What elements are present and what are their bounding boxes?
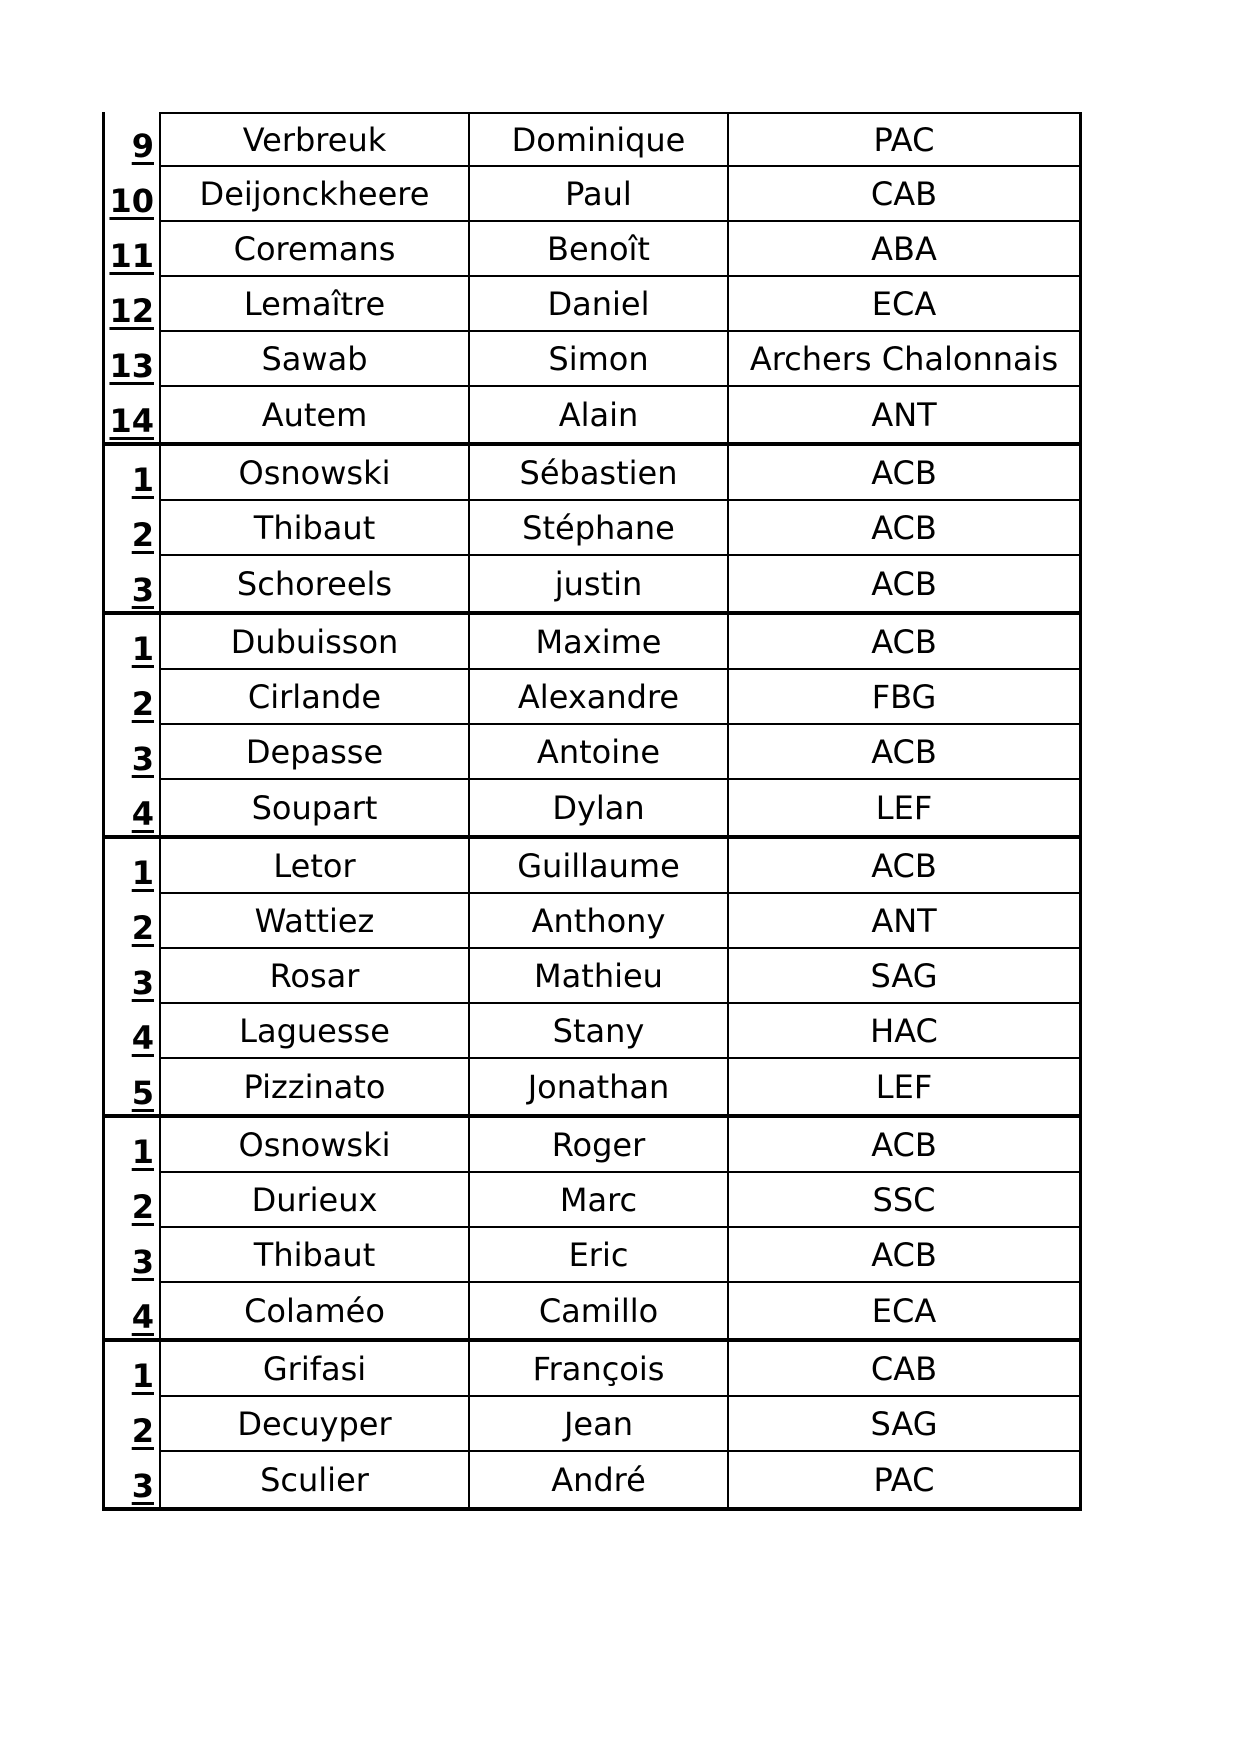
table-row [105,501,1082,556]
last-name-cell: Laguesse [159,1004,468,1059]
first-name-cell: Anthony [468,894,727,949]
rank-label: 2 [131,1412,154,1450]
rank-cell [105,1228,159,1283]
rank-cell [105,1397,159,1452]
table-group [105,839,1082,1118]
table-row [105,277,1082,332]
first-name-cell: Benoît [468,222,727,277]
first-name-cell: Stany [468,1004,727,1059]
club-cell: LEF [727,780,1082,835]
last-name-cell: Rosar [159,949,468,1004]
first-name-cell: Marc [468,1173,727,1228]
last-name-cell: Autem [159,387,468,442]
club-cell: SAG [727,949,1082,1004]
club-cell: ANT [727,894,1082,949]
club-cell: ACB [727,725,1082,780]
club-cell: CAB [727,167,1082,222]
club-cell: ANT [727,387,1082,442]
rank-label: 4 [131,795,154,833]
club-cell: SSC [727,1173,1082,1228]
table-row [105,556,1082,611]
club-cell: SAG [727,1397,1082,1452]
rank-label: 11 [109,237,154,275]
club-cell: LEF [727,1059,1082,1114]
first-name-cell: Eric [468,1228,727,1283]
table-row [105,615,1082,670]
first-name-cell: Simon [468,332,727,387]
club-cell: ACB [727,615,1082,670]
rank-cell [105,1173,159,1228]
table-row [105,780,1082,835]
rank-label: 5 [131,1074,154,1112]
club-cell: PAC [727,112,1082,167]
club-cell: ACB [727,1228,1082,1283]
first-name-cell: Mathieu [468,949,727,1004]
first-name-cell: Sébastien [468,446,727,501]
first-name-cell: Jonathan [468,1059,727,1114]
first-name-cell: Dylan [468,780,727,835]
last-name-cell: Colaméo [159,1283,468,1338]
rank-label: 2 [131,685,154,723]
rank-cell [105,1004,159,1059]
rank-cell [105,1118,159,1173]
first-name-cell: Daniel [468,277,727,332]
last-name-cell: Lemaître [159,277,468,332]
rank-cell [105,1283,159,1338]
rank-cell [105,725,159,780]
last-name-cell: Cirlande [159,670,468,725]
rank-cell [105,1452,159,1507]
last-name-cell: Deijonckheere [159,167,468,222]
results-table [102,112,1082,1511]
last-name-cell: Letor [159,839,468,894]
table-row [105,725,1082,780]
club-cell: ACB [727,501,1082,556]
last-name-cell: Wattiez [159,894,468,949]
table-row [105,1173,1082,1228]
table-row [105,1228,1082,1283]
first-name-cell: Dominique [468,112,727,167]
rank-cell [105,112,159,167]
table-row [105,222,1082,277]
table-row [105,1342,1082,1397]
last-name-cell: Osnowski [159,446,468,501]
last-name-cell: Grifasi [159,1342,468,1397]
club-cell: ACB [727,1118,1082,1173]
last-name-cell: Durieux [159,1173,468,1228]
rank-label: 3 [131,1467,154,1505]
rank-cell [105,222,159,277]
last-name-cell: Dubuisson [159,615,468,670]
rank-cell [105,1059,159,1114]
club-cell: FBG [727,670,1082,725]
rank-cell [105,670,159,725]
rank-label: 4 [131,1019,154,1057]
rank-label: 3 [131,740,154,778]
club-cell: CAB [727,1342,1082,1397]
table-row [105,167,1082,222]
rank-cell [105,387,159,442]
last-name-cell: Depasse [159,725,468,780]
first-name-cell: Stéphane [468,501,727,556]
rank-label: 14 [109,402,154,440]
last-name-cell: Sculier [159,1452,468,1507]
rank-cell [105,615,159,670]
rank-cell [105,556,159,611]
rank-label: 1 [131,630,154,668]
club-cell: ABA [727,222,1082,277]
club-cell: Archers Chalonnais [727,332,1082,387]
rank-cell [105,167,159,222]
rank-label: 10 [109,182,154,220]
rank-label: 2 [131,909,154,947]
rank-label: 9 [131,127,154,165]
table-row [105,332,1082,387]
first-name-cell: Roger [468,1118,727,1173]
last-name-cell: Verbreuk [159,112,468,167]
rank-cell [105,501,159,556]
first-name-cell: Guillaume [468,839,727,894]
rank-label: 13 [109,347,154,385]
rank-cell [105,839,159,894]
rank-label: 3 [131,571,154,609]
table-row [105,949,1082,1004]
table-row [105,1004,1082,1059]
rank-label: 1 [131,854,154,892]
last-name-cell: Decuyper [159,1397,468,1452]
first-name-cell: André [468,1452,727,1507]
club-cell: ECA [727,277,1082,332]
table-group [105,1118,1082,1342]
rank-label: 2 [131,516,154,554]
table-row [105,670,1082,725]
table-row [105,839,1082,894]
rank-cell [105,949,159,1004]
last-name-cell: Thibaut [159,501,468,556]
first-name-cell: Paul [468,167,727,222]
first-name-cell: Maxime [468,615,727,670]
rank-cell [105,780,159,835]
last-name-cell: Sawab [159,332,468,387]
rank-label: 12 [109,292,154,330]
rank-label: 3 [131,964,154,1002]
table-row [105,1452,1082,1507]
last-name-cell: Coremans [159,222,468,277]
last-name-cell: Soupart [159,780,468,835]
first-name-cell: Alain [468,387,727,442]
first-name-cell: Antoine [468,725,727,780]
rank-label: 1 [131,461,154,499]
club-cell: ACB [727,839,1082,894]
last-name-cell: Pizzinato [159,1059,468,1114]
club-cell: ACB [727,556,1082,611]
rank-label: 1 [131,1357,154,1395]
table-group [105,615,1082,839]
last-name-cell: Thibaut [159,1228,468,1283]
table-group [105,446,1082,615]
club-cell: PAC [727,1452,1082,1507]
rank-cell [105,332,159,387]
rank-label: 3 [131,1243,154,1281]
rank-cell [105,1342,159,1397]
first-name-cell: Camillo [468,1283,727,1338]
club-cell: ACB [727,446,1082,501]
table-group [105,112,1082,446]
club-cell: HAC [727,1004,1082,1059]
last-name-cell: Schoreels [159,556,468,611]
rank-label: 2 [131,1188,154,1226]
table-group [105,1342,1082,1511]
rank-cell [105,277,159,332]
table-row [105,1118,1082,1173]
table-row [105,112,1082,167]
rank-label: 1 [131,1133,154,1171]
table-row [105,1283,1082,1338]
first-name-cell: justin [468,556,727,611]
rank-cell [105,446,159,501]
table-row [105,1059,1082,1114]
table-row [105,387,1082,442]
table-row [105,894,1082,949]
last-name-cell: Osnowski [159,1118,468,1173]
first-name-cell: François [468,1342,727,1397]
table-row [105,1397,1082,1452]
table-row [105,446,1082,501]
first-name-cell: Alexandre [468,670,727,725]
rank-label: 4 [131,1298,154,1336]
rank-cell [105,894,159,949]
first-name-cell: Jean [468,1397,727,1452]
club-cell: ECA [727,1283,1082,1338]
